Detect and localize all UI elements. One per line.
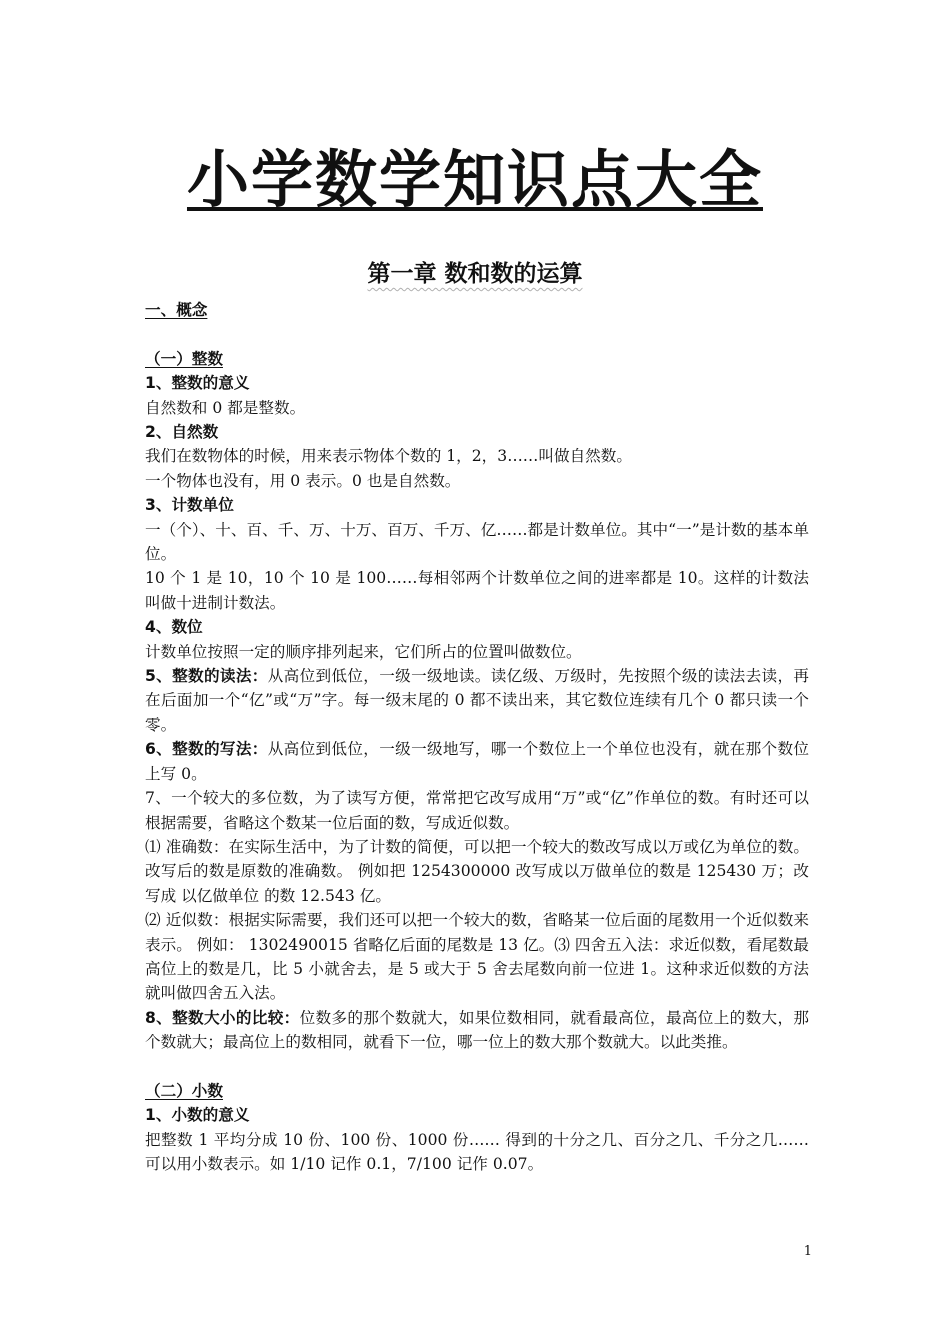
- paragraph: 一个物体也没有，用 0 表示。0 也是自然数。: [145, 471, 461, 490]
- subsection-heading-integers: （一）整数: [145, 349, 223, 368]
- document-body: [145, 298, 809, 1177]
- spacer: [145, 322, 809, 346]
- item-heading: 1、整数的意义: [145, 374, 250, 393]
- item-heading: 3、计数单位: [145, 496, 234, 515]
- paragraph: 自然数和 0 都是整数。: [145, 398, 306, 417]
- item-heading: 1、小数的意义: [145, 1106, 250, 1125]
- paragraph: 把整数 1 平均分成 10 份、100 份、1000 份…… 得到的十分之几、百分之几、千分之几…… 可以用小数表示。如 1/10 记作 0.1，7/100 记作 0.07。: [145, 1130, 809, 1174]
- document-title: 小学数学知识点大全: [186, 143, 763, 216]
- item-heading: 2、自然数: [145, 423, 219, 442]
- paragraph: 7、一个较大的多位数，为了读写方便，常常把它改写成用“万”或“亿”作单位的数。有时还可以根据需要，省略这个数某一位后面的数，写成近似数。: [145, 789, 809, 832]
- paragraph: 计数单位按照一定的顺序排列起来，它们所占的位置叫做数位。: [145, 642, 582, 661]
- paragraph: 我们在数物体的时候，用来表示物体个数的 1，2，3……叫做自然数。: [145, 447, 632, 466]
- paragraph-comparison-rules: [145, 1006, 809, 1055]
- spacer: [145, 1055, 809, 1079]
- paragraph-writing-rules: [145, 737, 809, 786]
- subsection-heading-decimals: （二）小数: [145, 1081, 223, 1100]
- inline-text: 从高位到低位，一级一级地读。读亿级、万级时，先按照个级的读法去读，再在后面加一个“亿”或“万”字。每一级末尾的 0 都不读出来，其它数位连续有几个 0 都只读一个零。: [145, 667, 809, 734]
- item-heading: 4、数位: [145, 618, 203, 637]
- inline-heading: 8、整数大小的比较：: [145, 1008, 300, 1027]
- inline-heading: 5、整数的读法：: [145, 667, 268, 686]
- paragraph: 一（个）、十、百、千、万、十万、百万、千万、亿……都是计数单位。其中“一”是计数的基本单位。: [145, 520, 809, 564]
- paragraph-reading-rules: [145, 664, 809, 737]
- inline-heading: 6、整数的写法：: [145, 740, 268, 759]
- page-number: 1: [803, 1244, 812, 1259]
- section-heading: 一、概念: [145, 301, 208, 319]
- inline-text: 位数多的那个数就大，如果位数相同，就看最高位，最高位上的数大，那个数就大；最高位上的数相同，就看下一位，哪一位上的数大那个数就大。以此类推。: [145, 1008, 809, 1052]
- paragraph: ⑵ 近似数：根据实际需要，我们还可以把一个较大的数，省略某一位后面的尾数用一个近似数来表示。 例如： 1302490015 省略亿后面的尾数是 13 亿。⑶ 四舍五入法：求近似数，看尾数最高位上的数是几，比 5 小就舍去，是 5 或大于 5 舍去尾数向前一位进 1。这种求近似数的方法就叫做四舍五入法。: [145, 911, 809, 1003]
- paragraph: 10 个 1 是 10，10 个 10 是 100……每相邻两个计数单位之间的进率都是 10。这样的计数法叫做十进制计数法。: [145, 569, 809, 612]
- inline-text: 从高位到低位，一级一级地写，哪一个数位上一个单位也没有，就在那个数位上写 0。: [145, 740, 809, 783]
- chapter-title: 第一章 数和数的运算: [367, 261, 583, 287]
- paragraph: ⑴ 准确数：在实际生活中，为了计数的简便，可以把一个较大的数改写成以万或亿为单位的数。改写后的数是原数的准确数。 例如把 1254300000 改写成以万做单位的数是 125430 万；改写成 以亿做单位 的数 12.543 亿。: [145, 837, 809, 905]
